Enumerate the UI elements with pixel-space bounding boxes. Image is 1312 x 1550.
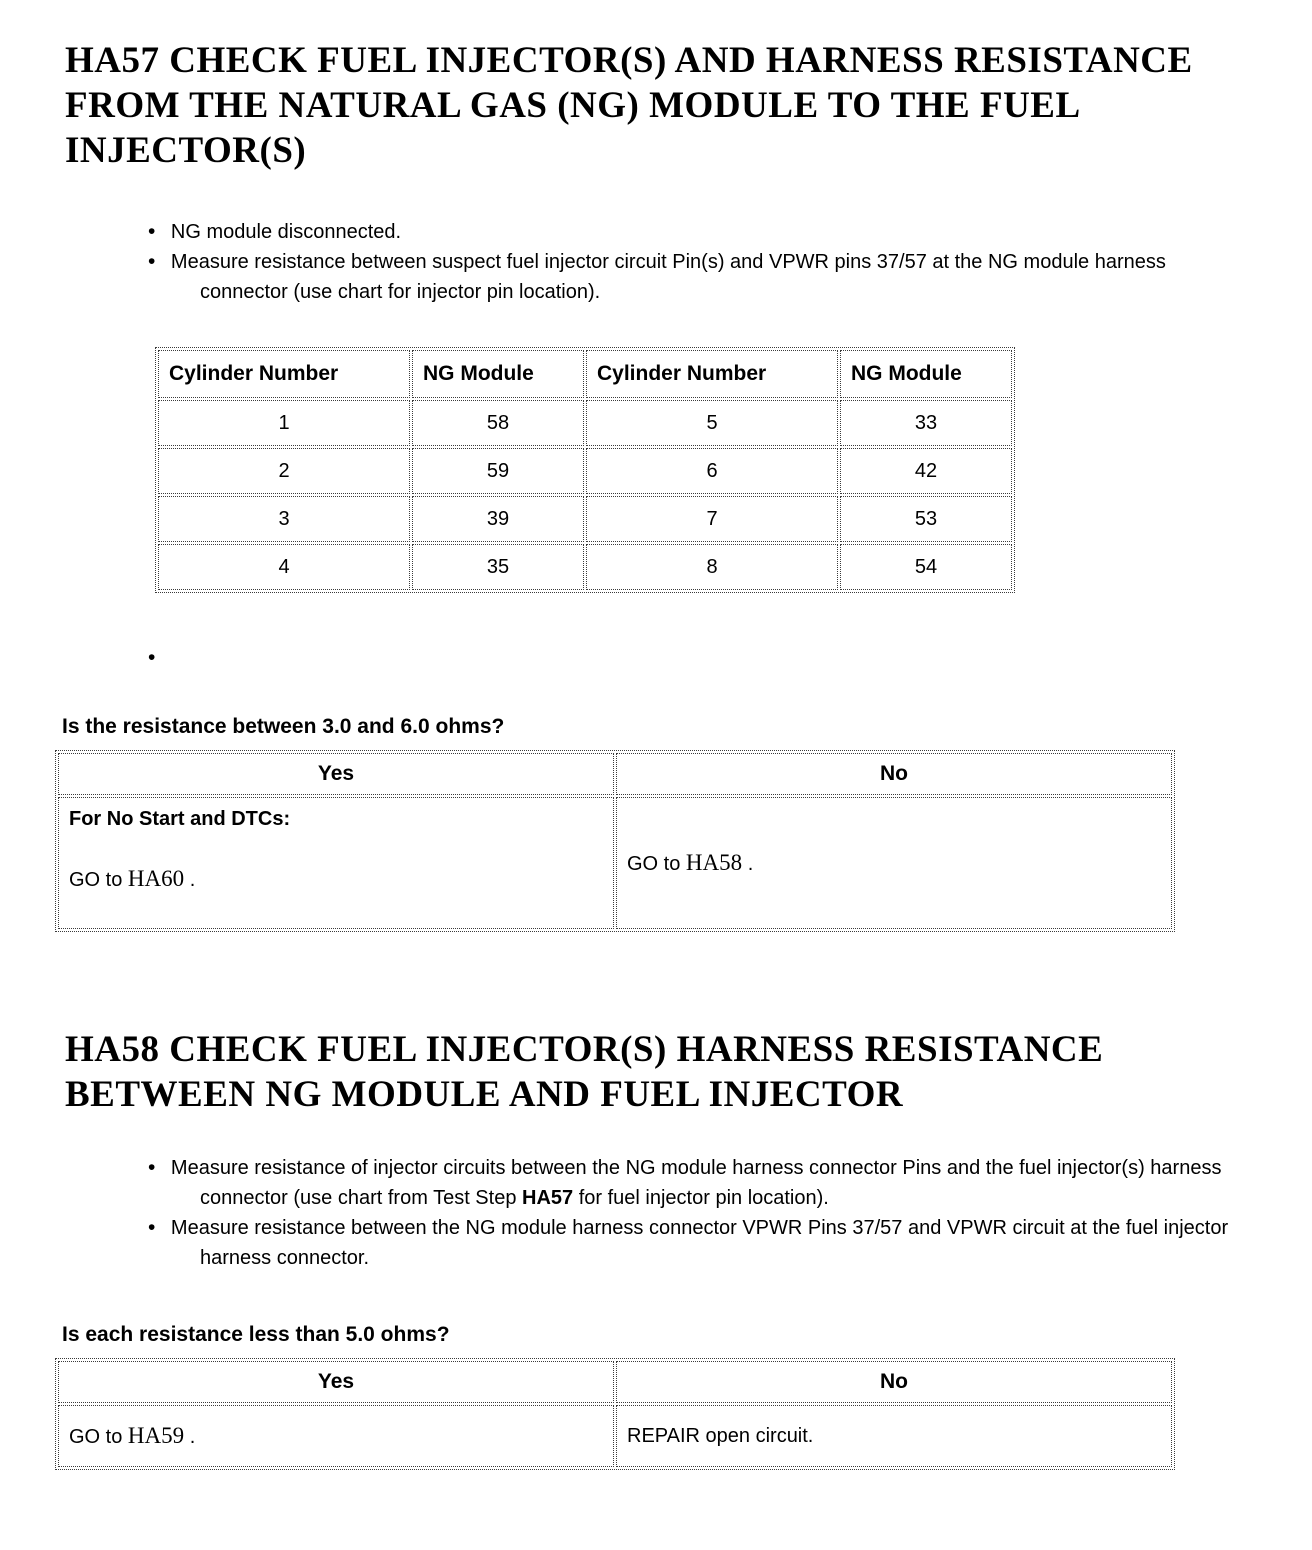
table-row bbox=[158, 496, 1012, 542]
pin-table-cell: 54 bbox=[840, 544, 1012, 590]
go-to-text: GO to bbox=[69, 1425, 128, 1448]
yes-action-cell bbox=[58, 797, 614, 929]
yes-action-text bbox=[69, 1422, 196, 1448]
empty-bullet bbox=[148, 643, 1312, 673]
pin-table-cell: 3 bbox=[158, 496, 410, 542]
yes-header-cell: Yes bbox=[58, 1361, 614, 1403]
section2-bullet-list bbox=[148, 1153, 1258, 1273]
section1-question: Is the resistance between 3.0 and 6.0 ohms? bbox=[62, 715, 505, 738]
pin-table-cell: 4 bbox=[158, 544, 410, 590]
table-row bbox=[158, 448, 1012, 494]
table-row bbox=[158, 400, 1012, 446]
bullet-text: Measure resistance of injector circuits between the NG module harness connector Pins and the fuel injector(s) harness connector (use chart from Test Step bbox=[170, 1157, 1222, 1209]
section1-heading: HA57 CHECK FUEL INJECTOR(S) AND HARNESS RESISTANCE FROM THE NATURAL GAS (NG) MODULE TO THE FUEL INJECTOR(S) bbox=[65, 40, 1193, 171]
pin-table-cell: 58 bbox=[412, 400, 584, 446]
section2-question: Is each resistance less than 5.0 ohms? bbox=[62, 1323, 450, 1346]
pin-table-header-row bbox=[158, 350, 1012, 398]
bullet-item bbox=[148, 1153, 1258, 1213]
go-to-text: GO to bbox=[69, 869, 128, 891]
no-action-text: REPAIR open circuit. bbox=[627, 1425, 814, 1447]
section1-bullet-list bbox=[148, 217, 1258, 307]
yes-condition-text: For No Start and DTCs: bbox=[69, 808, 291, 830]
pin-table-cell: 1 bbox=[158, 400, 410, 446]
pin-table-cell: 42 bbox=[840, 448, 1012, 494]
bullet-text: for fuel injector pin location). bbox=[573, 1187, 829, 1209]
decision-header-row bbox=[58, 1361, 1172, 1403]
ha57-reference-text: HA57 bbox=[522, 1187, 574, 1209]
no-action-cell bbox=[616, 1405, 1172, 1467]
no-action-text bbox=[627, 849, 754, 875]
no-action-cell bbox=[616, 797, 1172, 929]
decision-table-ha57 bbox=[55, 750, 1175, 932]
ha58-link[interactable]: HA58 bbox=[685, 849, 743, 875]
decision-body-row bbox=[58, 1405, 1172, 1467]
yes-action-cell bbox=[58, 1405, 614, 1467]
bullet-item bbox=[148, 217, 1258, 247]
decision-body-row bbox=[58, 797, 1172, 929]
decision-header-row bbox=[58, 753, 1172, 795]
decision-table-ha58 bbox=[55, 1358, 1175, 1470]
pin-table-cell: 53 bbox=[840, 496, 1012, 542]
yes-header-cell: Yes bbox=[58, 753, 614, 795]
pin-table-cell: 59 bbox=[412, 448, 584, 494]
period-text: . bbox=[742, 852, 754, 875]
no-header-cell: No bbox=[616, 753, 1172, 795]
bullet-text: NG module disconnected. bbox=[170, 221, 402, 243]
no-header-cell: No bbox=[616, 1361, 1172, 1403]
pin-table bbox=[155, 347, 1015, 593]
pin-table-cell: 2 bbox=[158, 448, 410, 494]
pin-table-cell: 35 bbox=[412, 544, 584, 590]
period-text: . bbox=[184, 1425, 196, 1448]
pin-table-cell: 7 bbox=[586, 496, 838, 542]
pin-table-header-cell: NG Module bbox=[412, 350, 584, 398]
pin-table-header-cell: NG Module bbox=[840, 350, 1012, 398]
pin-table-header-cell: Cylinder Number bbox=[158, 350, 410, 398]
ha59-link[interactable]: HA59 bbox=[127, 1422, 185, 1448]
pin-table-cell: 39 bbox=[412, 496, 584, 542]
bullet-item bbox=[148, 247, 1258, 307]
section2-heading: HA58 CHECK FUEL INJECTOR(S) HARNESS RESISTANCE BETWEEN NG MODULE AND FUEL INJECTOR bbox=[65, 1029, 1104, 1115]
yes-action-text bbox=[69, 864, 603, 895]
table-row bbox=[158, 544, 1012, 590]
pin-table-cell: 5 bbox=[586, 400, 838, 446]
pin-table-cell: 33 bbox=[840, 400, 1012, 446]
ha60-link[interactable]: HA60 bbox=[127, 866, 185, 891]
pin-table-cell: 8 bbox=[586, 544, 838, 590]
bullet-text: Measure resistance between the NG module harness connector VPWR Pins 37/57 and VPWR circuit at the fuel injector harness connector. bbox=[170, 1217, 1229, 1269]
pin-table-cell: 6 bbox=[586, 448, 838, 494]
bullet-text: Measure resistance between suspect fuel injector circuit Pin(s) and VPWR pins 37/57 at the NG module harness connector (use chart for injector pin location). bbox=[170, 251, 1166, 303]
pin-table-header-cell: Cylinder Number bbox=[586, 350, 838, 398]
bullet-item bbox=[148, 1213, 1258, 1273]
period-text: . bbox=[184, 869, 196, 891]
go-to-text: GO to bbox=[627, 852, 686, 875]
spacer bbox=[69, 834, 603, 864]
